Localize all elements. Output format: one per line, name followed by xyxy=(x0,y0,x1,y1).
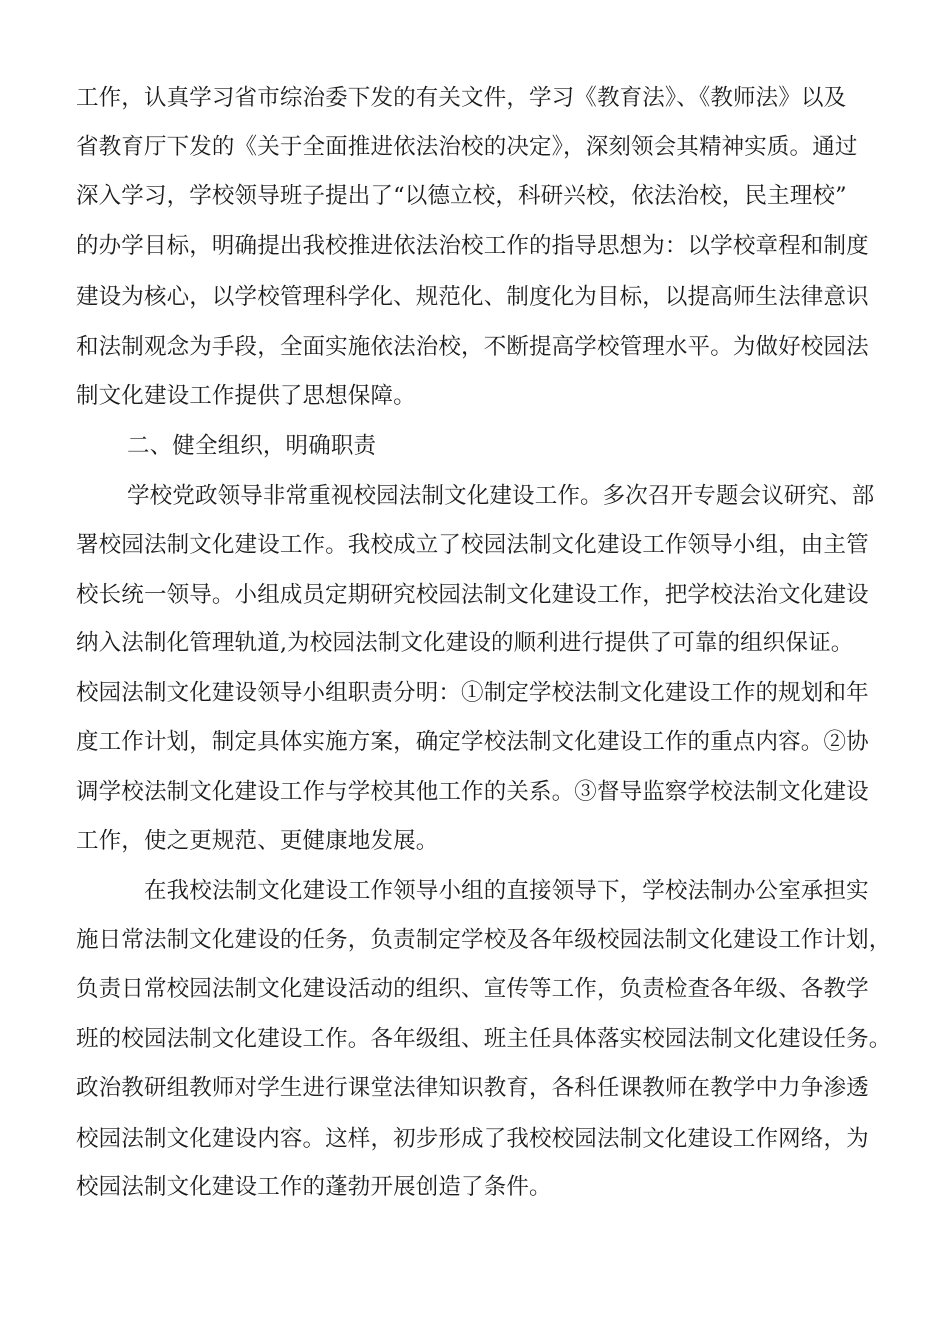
text-line: 负责日常校园法制文化建设活动的组织、宣传等工作，负责检查各年级、各教学 xyxy=(76,976,869,1002)
text-line: 施日常法制文化建设的任务，负责制定学校及各年级校园法制文化建设工作计划， xyxy=(76,927,892,953)
text-line: 省教育厅下发的《关于全面推进依法治校的决定》，深刻领会其精神实质。通过 xyxy=(76,134,858,160)
text-line: 纳入法制化管理轨道,为校园法制文化建设的顺利进行提供了可靠的组织保证。 xyxy=(76,630,854,656)
text-line: 工作，认真学习省市综治委下发的有关文件，学习《教育法》、《教师法》以及 xyxy=(76,85,847,111)
text-line: 校园法制文化建设领导小组职责分明：①制定学校法制文化建设工作的规划和年 xyxy=(76,680,869,706)
text-line: 在我校法制文化建设工作领导小组的直接领导下，学校法制办公室承担实 xyxy=(144,878,869,904)
text-line: 班的校园法制文化建设工作。各年级组、班主任具体落实校园法制文化建设任务。 xyxy=(76,1026,892,1052)
section-heading: 二、健全组织，明确职责 xyxy=(127,433,377,459)
text-line: 校园法制文化建设工作的蓬勃开展创造了条件。 xyxy=(76,1174,552,1200)
text-line: 和法制观念为手段，全面实施依法治校，不断提高学校管理水平。为做好校园法 xyxy=(76,334,869,360)
text-line: 度工作计划，制定具体实施方案，确定学校法制文化建设工作的重点内容。②协 xyxy=(76,729,869,755)
text-line: 署校园法制文化建设工作。我校成立了校园法制文化建设工作领导小组，由主管 xyxy=(76,532,869,558)
text-line: 制文化建设工作提供了思想保障。 xyxy=(76,383,416,409)
text-line: 深入学习，学校领导班子提出了“以德立校，科研兴校，依法治校，民主理校” xyxy=(76,183,847,209)
text-line: 校园法制文化建设内容。这样，初步形成了我校校园法制文化建设工作网络，为 xyxy=(76,1126,869,1152)
text-line: 调学校法制文化建设工作与学校其他工作的关系。③督导监察学校法制文化建设 xyxy=(76,779,869,805)
text-line: 学校党政领导非常重视校园法制文化建设工作。多次召开专题会议研究、部 xyxy=(127,483,875,509)
text-line: 政治教研组教师对学生进行课堂法律知识教育，各科任课教师在教学中力争渗透 xyxy=(76,1075,869,1101)
text-line: 建设为核心，以学校管理科学化、规范化、制度化为目标，以提高师生法律意识 xyxy=(76,284,869,310)
text-line: 校长统一领导。小组成员定期研究校园法制文化建设工作，把学校法治文化建设 xyxy=(76,582,869,608)
text-line: 的办学目标，明确提出我校推进依法治校工作的指导思想为：以学校章程和制度 xyxy=(76,233,869,259)
text-line: 工作，使之更规范、更健康地发展。 xyxy=(76,828,439,854)
